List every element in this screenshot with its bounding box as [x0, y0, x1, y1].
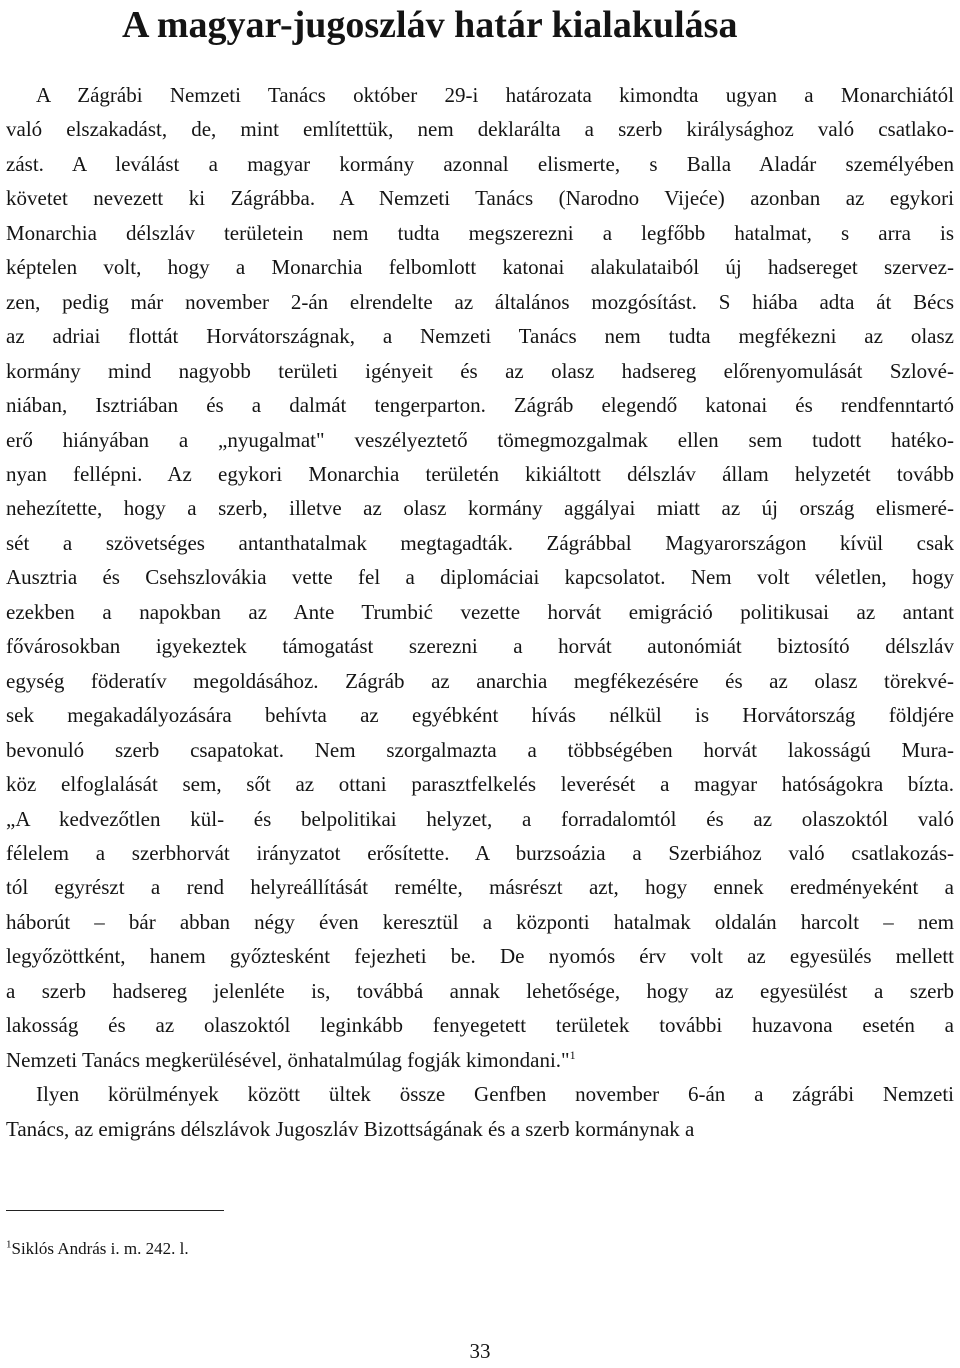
text-line: ezekben a napokban az Ante Trumbić vezette horvát emigráció politikusai az antant [6, 599, 954, 624]
page-number: 33 [469, 1339, 491, 1363]
footnote-marker: 1 [6, 1238, 12, 1251]
footnote-reference: 1 [569, 1047, 576, 1062]
text-line: lakosság és az olaszoktól leginkább fenyegetett területek további huzavona esetén a [6, 1013, 954, 1038]
text-line: nyan fellépni. Az egykori Monarchia területén kikiáltott délszláv állam helyzetét tovább [6, 461, 954, 486]
text-line: Tanács, az emigráns délszlávok Jugoszláv Bizottságának és a szerb kormánynak a [6, 1116, 695, 1141]
text-line: sek megakadályozására behívta az egyébként hívás nélkül is Horvátország földjére [6, 703, 954, 728]
page-title: A magyar-jugoszláv határ kialakulása [122, 4, 738, 46]
text-line: legyőzöttként, hanem győztesként fejezheti be. De nyomós érv volt az egyesülés mellett [6, 944, 954, 969]
text-line: háborút – bár abban négy éven keresztül a központi hatalmak oldalán harcolt – nem [6, 909, 954, 934]
text-line: egység föderatív megoldásához. Zágráb az anarchia megfékezésére és az olasz törekvé- [6, 668, 954, 693]
footnote-separator [6, 1210, 224, 1211]
text-line: Monarchia délszláv területein nem tudta megszerezni a legfőbb hatalmat, s arra is [6, 220, 954, 245]
text-line: a szerb hadsereg jelenléte is, továbbá annak lehetősége, hogy az egyesülést a szerb [6, 978, 954, 1003]
body-text [6, 78, 954, 1146]
text-line [6, 1043, 954, 1077]
footnote [6, 1238, 189, 1260]
text-line: való elszakadást, de, mint említettük, nem deklarálta a szerb királysághoz való csatlako- [6, 117, 954, 142]
text-line: „A kedvezőtlen kül- és belpolitikai helyzet, a forradalomtól és az olaszoktól való [6, 806, 954, 831]
text-line: sét a szövetséges antanthatalmak megtagadták. Zágrábbal Magyarországon kívül csak [6, 530, 954, 555]
text-line: niában, Isztriában és a dalmát tengerparton. Zágráb elegendő katonai és rendfenntartó [6, 393, 954, 418]
paragraph-2 [6, 1077, 954, 1146]
paragraph-1 [6, 78, 954, 1077]
text-line: tól egyrészt a rend helyreállítását remélte, másrészt azt, hogy ennek eredményeként a [6, 875, 954, 900]
text-line: kormány mind nagyobb területi igényeit és az olasz hadsereg előrenyomulását Szlové- [6, 358, 954, 383]
text-line: nehezítette, hogy a szerb, illetve az olasz kormány aggályai miatt az új ország elismeré- [6, 496, 954, 521]
text-line: fővárosokban igyekeztek támogatást szerezni a horvát autonómiát biztosító délszláv [6, 634, 954, 659]
text-line: Ilyen körülmények között ültek össze Genfben november 6-án a zágrábi Nemzeti [36, 1082, 954, 1107]
text-line-content: Nemzeti Tanács megkerülésével, önhatalmúlag fogják kimondani." [6, 1047, 570, 1072]
text-line: köz elfoglalását sem, sőt az ottani parasztfelkelés leverését a magyar hatóságokra bízta. [6, 772, 954, 797]
text-line: zen, pedig már november 2-án elrendelte az általános mozgósítást. S hiába adta át Bécs [6, 289, 954, 314]
footnote-text: Siklós András i. m. 242. l. [11, 1239, 189, 1258]
text-line: Ausztria és Csehszlovákia vette fel a diplomáciai kapcsolatot. Nem volt véletlen, hogy [6, 565, 954, 590]
text-line: az adriai flottát Horvátországnak, a Nemzeti Tanács nem tudta megfékezni az olasz [6, 324, 954, 349]
text-line: félelem a szerbhorvát irányzatot erősítette. A burzsoázia a Szerbiához való csatlakozás- [6, 840, 954, 865]
text-line: képtelen volt, hogy a Monarchia felbomlott katonai alakulataiból új hadsereget szervez- [6, 255, 954, 280]
text-line: A Zágrábi Nemzeti Tanács október 29-i határozata kimondta ugyan a Monarchiától [36, 83, 954, 107]
text-line: követet nevezett ki Zágrábba. A Nemzeti Tanács (Narodno Vijeće) azonban az egykori [6, 186, 954, 211]
text-line: bevonuló szerb csapatokat. Nem szorgalmazta a többségében horvát lakosságú Mura- [6, 737, 954, 762]
text-line: erő hiányában a „nyugalmat" veszélyeztető tömegmozgalmak ellen sem tudott hatéko- [6, 427, 954, 452]
text-line: zást. A leválást a magyar kormány azonnal elismerte, s Balla Aladár személyében [6, 151, 954, 176]
